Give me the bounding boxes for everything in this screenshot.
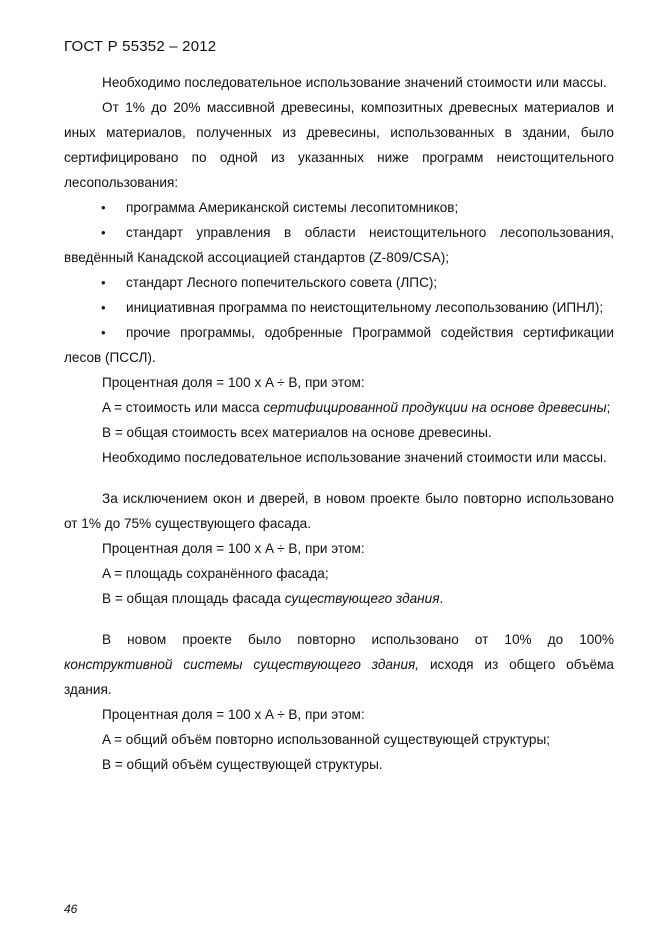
structure-reuse-text: В новом проекте было повторно использовано от 10% до 100% [102,632,614,647]
definition-a: A = площадь сохранённого фасада; [102,566,329,581]
paragraph-certified-wood: От 1% до 20% массивной древесины, композитных древесных материалов и иных материалов, полученных из древесины, использованных в здании, было сертифицировано по одной из указанных ниже программ неистощительного лесопользования: [64,100,614,190]
bullet-icon: • [101,275,106,290]
bullet-item [64,270,614,295]
bullet-icon: • [101,200,106,215]
definition-a [64,395,614,420]
bullet-item [64,220,614,270]
structure-reuse-emphasis: конструктивной системы существующего здания, [64,657,420,672]
definition-b-text: B = общая площадь фасада [102,591,285,606]
bullet-text: инициативная программа по неистощительному лесопользованию (ИПНЛ); [126,300,604,315]
bullet-text: стандарт управления в области неистощительного лесопользования, введённый Канадской ассоциацией стандартов (Z-809/CSA); [64,225,614,265]
paragraph-value-consistency-1: Необходимо последовательное использование значений стоимости или массы. [102,75,607,90]
paragraph-value-consistency-2: Необходимо последовательное использование значений стоимости или массы. [102,450,607,465]
bullet-item [64,320,614,370]
bullet-icon: • [101,300,106,315]
structure-reuse-end: исходя из общего объёма здания. [64,657,614,697]
paragraph-structure-reuse [64,627,614,702]
definition-a: A = общий объём повторно использованной существующей структуры; [102,732,551,747]
definition-a-emphasis: сертифицированной продукции на основе древесины [263,400,607,415]
bullet-text: программа Американской системы лесопитомников; [126,200,459,215]
formula-line: Процентная доля = 100 х A ÷ B, при этом: [102,375,365,390]
definition-b [64,586,614,611]
document-header: ГОСТ Р 55352 – 2012 [64,38,217,55]
section-gap [64,611,614,627]
definition-a-text: A = стоимость или масса [102,400,264,415]
definition-b: B = общий объём существующей структуры. [102,757,383,772]
definition-b-end: . [439,591,444,606]
bullet-icon: • [101,225,106,240]
bullet-item [64,295,614,320]
bullet-icon: • [101,325,106,340]
formula-line: Процентная доля = 100 х A ÷ B, при этом: [102,707,365,722]
page-number: 46 [64,902,78,916]
paragraph-facade-reuse: За исключением окон и дверей, в новом проекте было повторно использовано от 1% до 75% существующего фасада. [64,491,614,531]
definition-a-end: ; [606,400,611,415]
bullet-text: стандарт Лесного попечительского совета (ЛПС); [126,275,438,290]
bullet-item [64,195,614,220]
page-body [64,70,614,777]
bullet-text: прочие программы, одобренные Программой содействия сертификации лесов (ПССЛ). [64,325,614,365]
formula-line: Процентная доля = 100 х A ÷ B, при этом: [102,541,365,556]
section-gap [64,470,614,486]
definition-b: B = общая стоимость всех материалов на основе древесины. [102,425,492,440]
definition-b-emphasis: существующего здания [284,591,440,606]
